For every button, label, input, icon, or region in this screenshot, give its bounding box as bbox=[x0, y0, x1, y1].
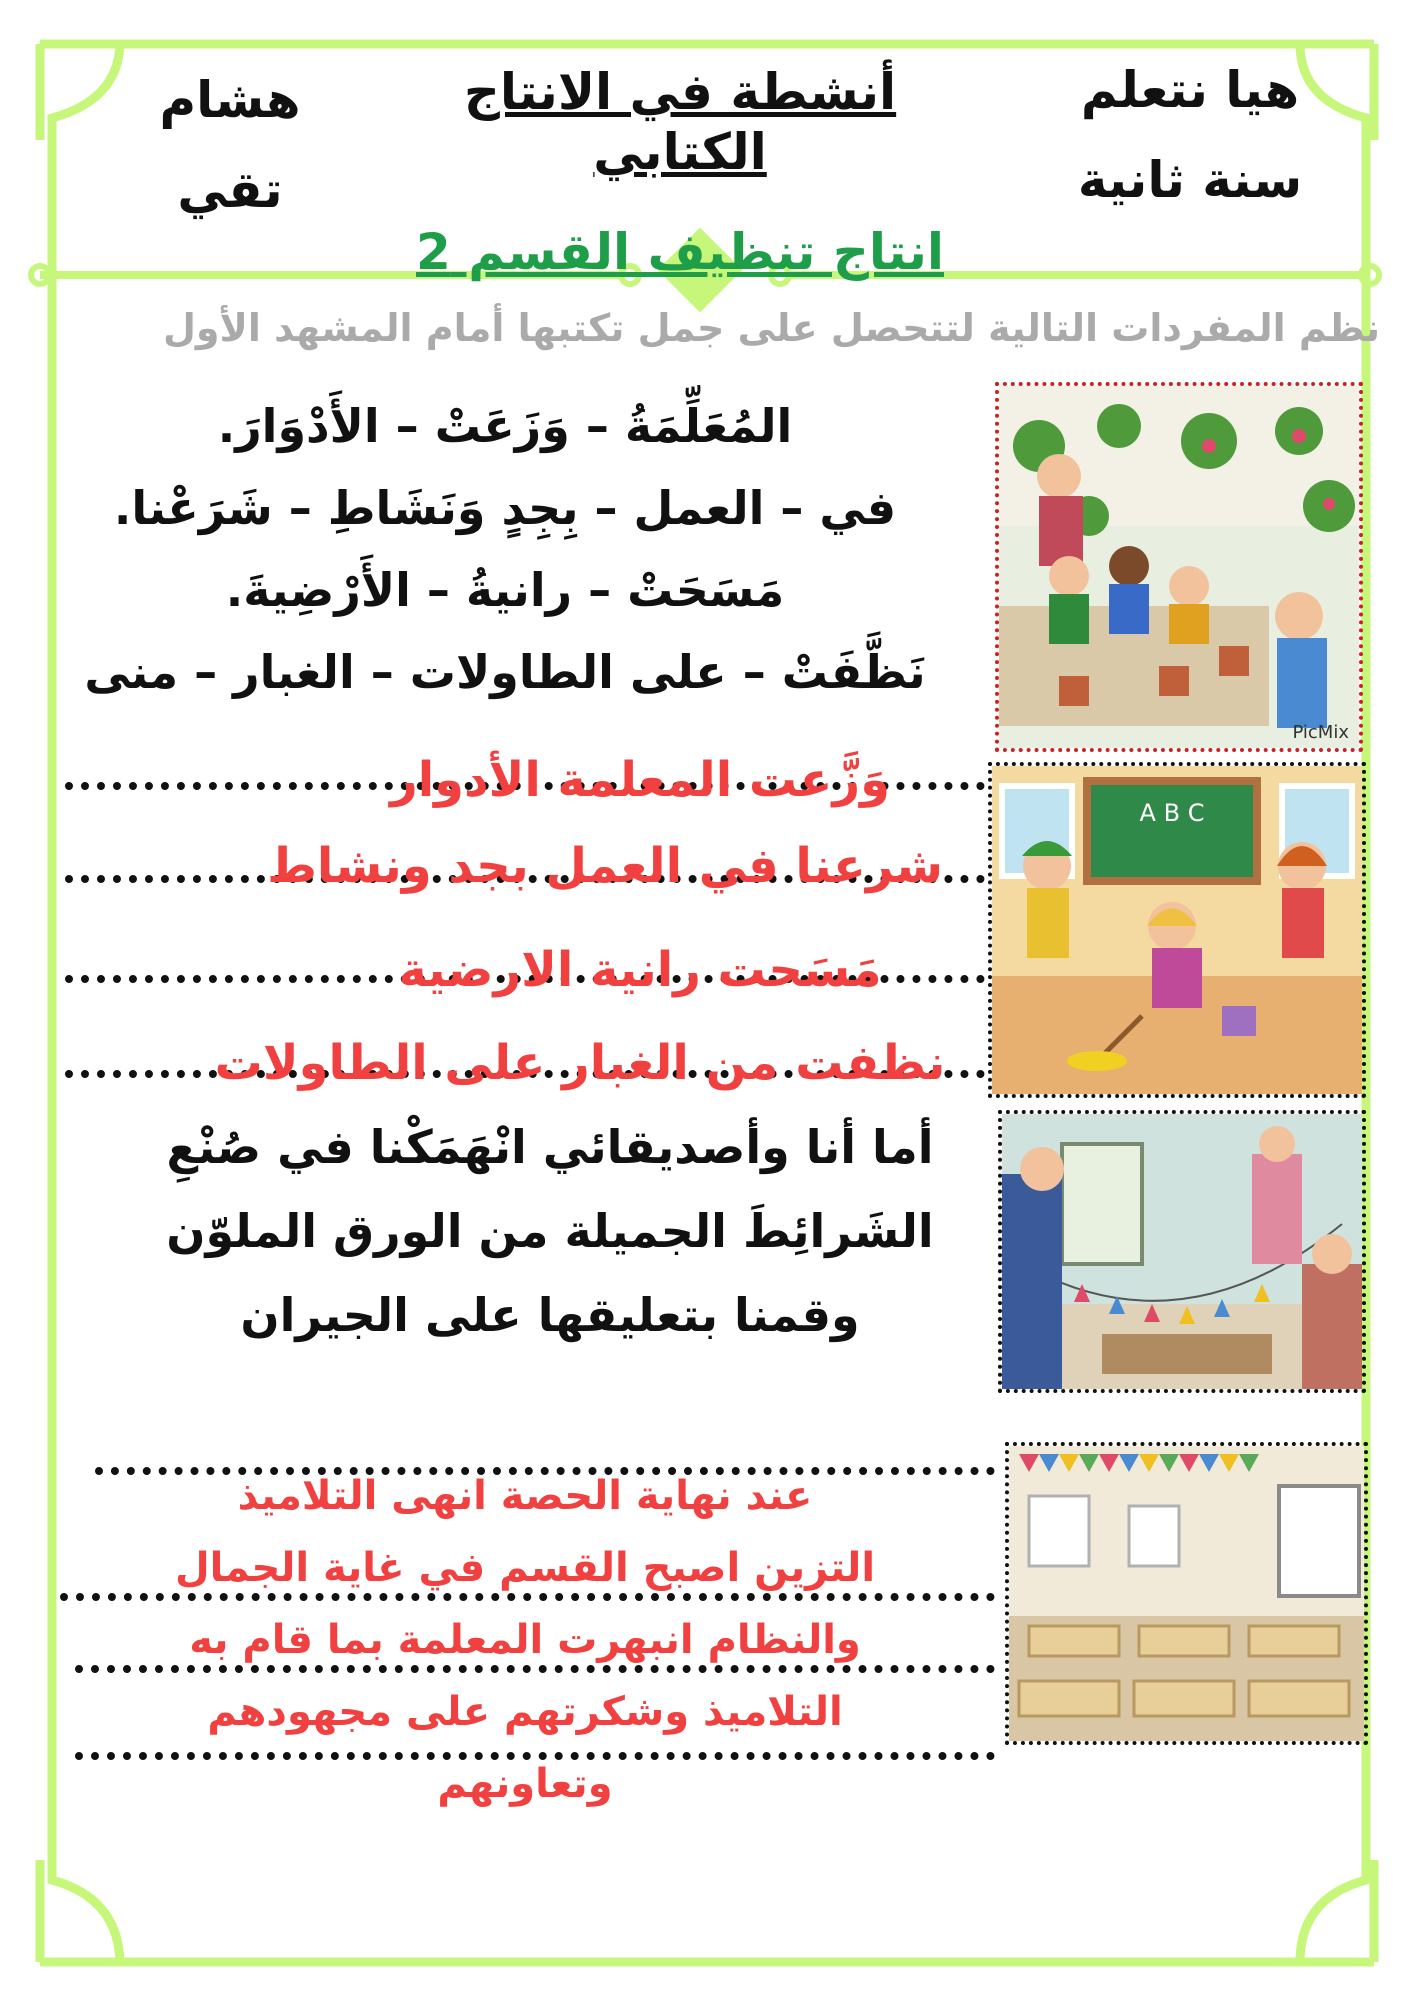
scene-cleaning-image bbox=[988, 762, 1366, 1098]
paragraph-line-1: أما أنا وأصديقائي انْهَمَكْنا في صُنْعِ bbox=[166, 1120, 934, 1174]
answer-2: شرعنا في العمل بجد ونشاط bbox=[267, 838, 943, 894]
board-text: A B C bbox=[1139, 799, 1205, 827]
page-subtitle: انتاج تنظيف القسم 2 bbox=[416, 223, 944, 281]
final-answer-line-5: وتعاونهم bbox=[437, 1761, 613, 1807]
final-answer-line-2: التزين اصبح القسم في غاية الجمال bbox=[174, 1545, 876, 1591]
word-group-3: مَسَحَتْ – رانيةُ – الأَرْضِيةَ. bbox=[225, 563, 785, 617]
page-title: أنشطة في الانتاج الكتابي bbox=[463, 63, 897, 181]
scene-tidy-classroom-image bbox=[1005, 1442, 1368, 1745]
scene-tidy-classroom-illustration bbox=[1009, 1446, 1364, 1741]
scene-plants-illustration bbox=[999, 386, 1359, 748]
author bbox=[130, 70, 330, 220]
word-group-2: في – العمل – بِجِدٍ وَنَشَاطِ – شَرَعْنا. bbox=[113, 481, 897, 535]
final-answer-line-4: التلاميذ وشكرتهم على مجهودهم bbox=[207, 1689, 843, 1735]
answer-4: نظفت من الغبار على الطاولات bbox=[214, 1035, 946, 1091]
word-group-4: نَظَّفَتْ – على الطاولات – الغبار – منى bbox=[84, 645, 926, 699]
author-first-name: هشام bbox=[159, 71, 301, 129]
answer-3: مَسَحت رانية الارضية bbox=[398, 942, 882, 998]
word-groups bbox=[20, 385, 990, 713]
scene-cleaning-illustration bbox=[992, 766, 1362, 1094]
author-last-name: تقي bbox=[177, 161, 283, 219]
instruction-text: نظم المفردات التالية لتتحصل على جمل تكتبها أمام المشهد الأول bbox=[162, 306, 1380, 350]
final-answer-line-3: والنظام انبهرت المعلمة بما قام به bbox=[189, 1617, 861, 1663]
scene-watermark: PicMix bbox=[1292, 722, 1349, 743]
scene-plants-image bbox=[995, 382, 1363, 752]
word-group-1: المُعَلِّمَةُ – وَزَعَتْ – الأَدْوَارَ. bbox=[217, 399, 793, 453]
scene-decorating-image bbox=[998, 1110, 1366, 1393]
final-answer bbox=[60, 1460, 990, 1820]
paragraph-line-2: الشَرائِطَ الجميلة من الورق الملوّن bbox=[166, 1204, 934, 1258]
paragraph-line-3: وقمنا بتعليقها على الجيران bbox=[240, 1288, 860, 1342]
scene-decorating-illustration bbox=[1002, 1114, 1362, 1389]
header-center bbox=[370, 62, 990, 282]
answer-1: وَزَّعت المعلمة الأدوار bbox=[390, 752, 890, 808]
series-title: هيا نتعلم bbox=[1080, 61, 1300, 119]
paragraph bbox=[100, 1105, 1000, 1357]
header-right bbox=[1040, 60, 1340, 210]
grade-label: سنة ثانية bbox=[1077, 151, 1303, 209]
final-answer-line-1: عند نهاية الحصة انهى التلاميذ bbox=[237, 1473, 813, 1519]
